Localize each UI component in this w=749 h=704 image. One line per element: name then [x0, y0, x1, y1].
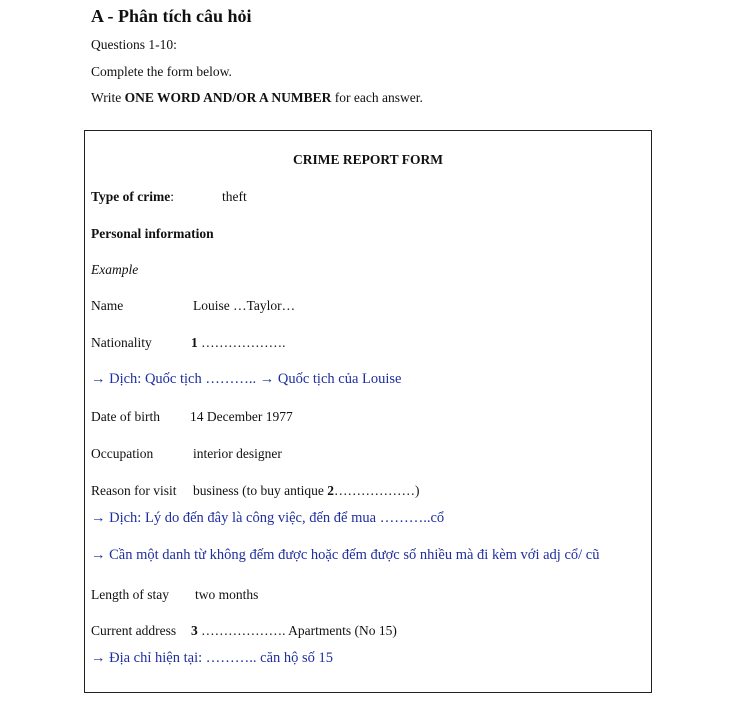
name-value: Louise …Taylor… [193, 298, 296, 313]
type-value: theft [222, 189, 247, 204]
q1-number: 1 [191, 335, 198, 350]
page-title: A - Phân tích câu hỏi [91, 6, 252, 26]
note-nationality: → Dịch: Quốc tịch ……….. → Quốc tịch của Louise [91, 371, 402, 387]
form-title: CRIME REPORT FORM [292, 152, 444, 167]
reason-suffix: ………………) [334, 483, 420, 498]
note-noun-hint: → Cần một danh từ không đếm được hoặc đếm được số nhiều mà đi kèm với adj cổ/ cũ [91, 547, 600, 563]
example-label: Example [91, 262, 139, 277]
occupation-label: Occupation [91, 446, 154, 461]
nationality-label: Nationality [91, 335, 152, 350]
address-value: ………………. Apartments (No 15) [201, 623, 397, 638]
name-label: Name [91, 298, 124, 313]
write-suffix: for each answer. [334, 90, 423, 105]
instruction-complete: Complete the form below. [91, 64, 232, 79]
type-label: Type of crime [91, 189, 171, 204]
type-of-crime-row [91, 189, 174, 205]
occupation-value: interior designer [193, 446, 282, 461]
dob-value: 14 December 1977 [190, 409, 293, 424]
q1-blank: ………………. [201, 335, 286, 350]
dob-label: Date of birth [91, 409, 160, 424]
question-2 [193, 483, 420, 499]
type-colon: : [170, 189, 174, 204]
q3-number: 3 [191, 623, 198, 638]
stay-label: Length of stay [91, 587, 169, 602]
note-address: → Địa chỉ hiện tại: ……….. căn hộ số 15 [91, 650, 334, 666]
q2-number: 2 [327, 483, 334, 498]
reason-prefix: business (to buy antique [193, 483, 324, 498]
stay-value: two months [195, 587, 259, 602]
question-1 [191, 335, 286, 351]
form-box [84, 130, 652, 693]
questions-range: Questions 1-10: [91, 37, 177, 52]
note-reason: → Dịch: Lý do đến đây là công việc, đến để mua ………..cổ [91, 510, 445, 526]
write-bold: ONE WORD AND/OR A NUMBER [124, 90, 332, 105]
instruction-write [91, 90, 423, 106]
address-label: Current address [91, 623, 177, 638]
question-3 [191, 623, 397, 639]
personal-info-heading: Personal information [91, 226, 214, 241]
reason-label: Reason for visit [91, 483, 177, 498]
write-prefix: Write [91, 90, 122, 105]
